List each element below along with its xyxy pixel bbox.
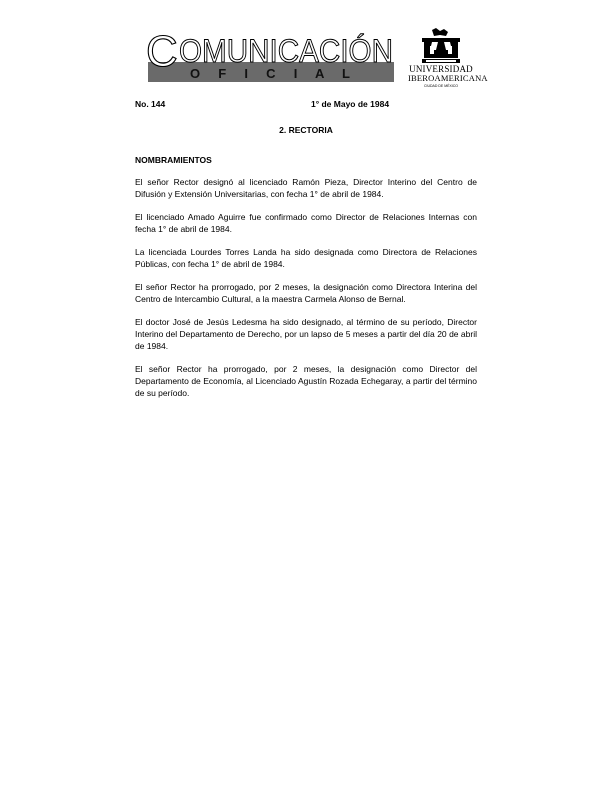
paragraph: El señor Rector designó al licenciado Ramón Pieza, Director Interino del Centro de Difusión y Extensión Universitarias, con fecha 1° de abril de 1984. [135, 177, 477, 199]
body-text [135, 176, 477, 410]
paragraph: El señor Rector ha prorrogado, por 2 meses, la designación como Directora Interina del Centro de Intercambio Cultural, a la maestra Carmela Alonso de Bernal. [135, 282, 477, 304]
subheading: NOMBRAMIENTOS [135, 155, 212, 165]
issue-line [135, 98, 477, 110]
masthead-subtitle: O F I C I A L [190, 66, 350, 81]
university-name-line2: IBEROAMERICANA [408, 73, 488, 83]
university-emblem-icon [418, 28, 464, 64]
paragraph: El licenciado Amado Aguirre fue confirmado como Director de Relaciones Internas con fecha 1° de abril de 1984. [135, 212, 477, 234]
paragraph: La licenciada Lourdes Torres Landa ha sido designada como Directora de Relaciones Públicas, con fecha 1° de abril de 1984. [135, 247, 477, 269]
paragraph: El doctor José de Jesús Ledesma ha sido designado, al término de su período, Director Interino del Departamento de Derecho, por un lapso de 5 meses a partir del día 20 de abril de 1984. [135, 317, 477, 351]
masthead-title-initial: C [146, 27, 178, 76]
university-city: CIUDAD DE MÉXICO [423, 84, 459, 88]
masthead-title: OMUNICACIÓN [179, 33, 393, 69]
paragraph: El señor Rector ha prorrogado, por 2 meses, la designación como Director del Departamento de Economía, al Licenciado Agustín Rozada Echegaray, a partir del término de su período. [135, 364, 477, 398]
university-logo [408, 28, 488, 90]
section-title: 2. RECTORIA [279, 125, 333, 135]
university-name-line1: UNIVERSIDAD [409, 64, 473, 74]
issue-number: No. 144 [135, 99, 166, 109]
issue-date: 1° de Mayo de 1984 [311, 99, 390, 109]
masthead-logo [146, 26, 398, 84]
